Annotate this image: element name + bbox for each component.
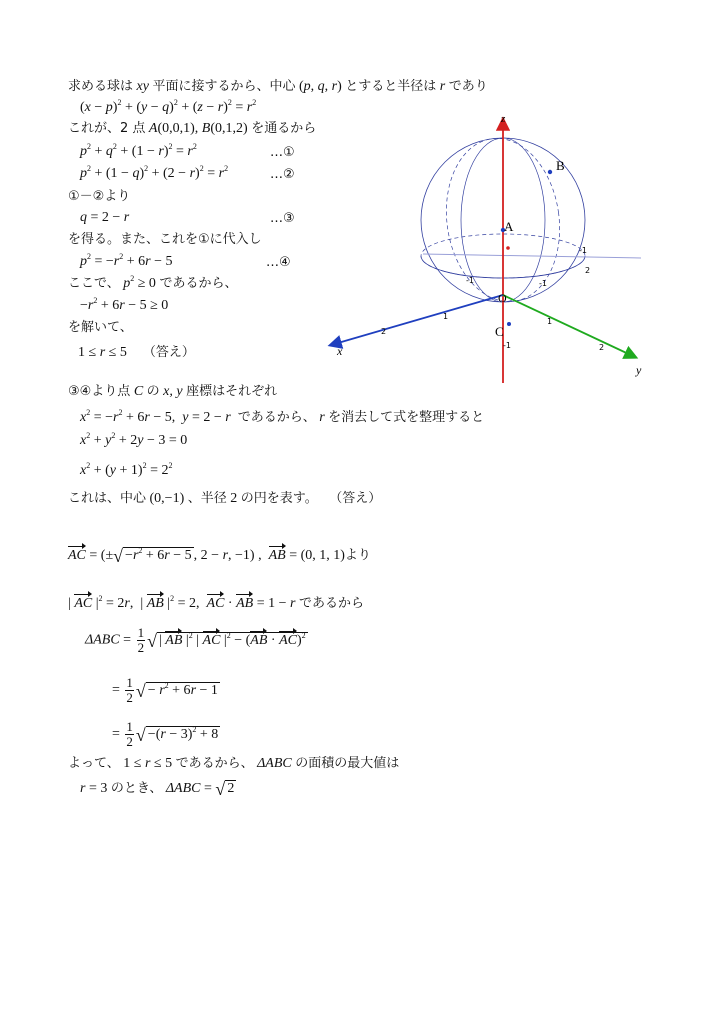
tick-x-1: 1	[443, 312, 449, 321]
point-c-label: C	[495, 324, 504, 339]
text-19b: より	[344, 548, 371, 563]
mark-1: …①	[270, 145, 295, 160]
point-c-dot	[507, 322, 511, 326]
text-1a: 求める球は	[68, 79, 134, 94]
tick-x-2: 2	[381, 327, 387, 336]
text-14a: ③④より点	[68, 384, 131, 399]
area-formula-3: = $\frac{1}{2}$ √ $-(r - 3)^2 + 8$	[112, 719, 219, 749]
text-3b: を通るから	[251, 121, 317, 136]
text-10b: であるから、	[159, 276, 238, 291]
point-b-dot	[548, 170, 552, 174]
text-26b: のとき、	[110, 781, 163, 796]
point-b-label: B	[556, 158, 565, 173]
equation-3: q = 2 − r	[80, 210, 130, 225]
line-10: ここで、 $p^2 \ge 0$ であるから、	[68, 274, 238, 291]
text-20b: であるから	[298, 596, 364, 611]
text-1d: であり	[448, 79, 488, 94]
mark-4: …④	[266, 255, 291, 270]
origin-label: O	[498, 291, 507, 305]
line-26: r = 3 のとき、 ΔABC = √ 2	[80, 778, 235, 799]
circle-equation-1: $x^2 + y^2 + 2y - 3 = 0$	[80, 431, 188, 448]
tick-neg-1: -1	[466, 276, 474, 285]
mark-2: …②	[270, 167, 295, 182]
tick-y-1: 1	[547, 317, 553, 326]
tick-2-right: 2	[585, 266, 591, 275]
y-axis	[503, 295, 635, 357]
center-dot	[506, 246, 510, 250]
x-axis-label: x	[337, 344, 343, 358]
y-axis-label: y	[636, 363, 642, 377]
text-18a: これは、中心	[68, 491, 147, 506]
text-15c: を消去して式を整理すると	[328, 410, 485, 425]
dot-product-line: | AC $|^2 = 2r$, | AB $|^2 = 2$, AC · AB = 1 − r であるから	[68, 594, 364, 611]
text-1c: とすると半径は	[345, 79, 437, 94]
text-25b: であるから、	[175, 756, 254, 771]
area-formula-2: = $\frac{1}{2}$ √ − $r^2 + 6r - 1$	[112, 675, 218, 705]
text-25a: よって、	[68, 756, 120, 771]
equation-2: $p^2 + (1 - q)^2 + (2 - r)^2 = r^2$	[80, 164, 229, 181]
equation-4: $p^2 = -r^2 + 6r - 5$	[80, 252, 173, 269]
vector-line: AC = (±√ $-r^2 + 6r - 5$ , 2 − r, −1) , AB = (0, 1, 1)より	[68, 545, 371, 566]
z-axis-label: z	[501, 113, 506, 125]
text-14b: の	[146, 384, 160, 399]
tick-neg-2: -1	[539, 279, 547, 288]
point-a-label: A	[504, 219, 514, 234]
range-result: 1 ≤ r ≤ 5 （答え）	[78, 345, 195, 360]
tick-neg-3: -1	[579, 246, 587, 255]
line-6: ①－②より	[68, 189, 131, 204]
line-18: これは、中心 (0,−1) 、半径 2 の円を表す。 （答え）	[68, 491, 382, 506]
inequality: $-r^2 + 6r - 5 \ge 0$	[80, 296, 169, 313]
tick-y-2: 2	[599, 343, 605, 352]
text-15b: であるから、	[237, 410, 316, 425]
area-formula-1: ΔABC = $\frac{1}{2}$ √ | AB $|^2$ | AC $|^2 - (AB \cdot AC)^2$	[85, 625, 306, 655]
sphere-figure	[323, 108, 663, 388]
x-axis	[331, 295, 503, 345]
answer-label-1: （答え）	[142, 345, 195, 360]
tick-z-neg: -1	[503, 341, 511, 350]
line-25: よって、 1 ≤ r ≤ 5 であるから、 ΔABC の面積の最大値は	[68, 756, 400, 771]
text-10a: ここで、	[68, 276, 120, 291]
text-25c: の面積の最大値は	[295, 756, 400, 771]
answer-label-2: （答え）	[335, 491, 382, 506]
line-15: $x^2 = -r^2 + 6r - 5$, y = 2 − r であるから、 r を消去して式を整理すると	[80, 408, 485, 425]
text-18b: 、半径	[187, 491, 227, 506]
line-8: を得る。また、これを①に代入し	[68, 232, 262, 247]
line-14: ③④より点 C の x, y 座標はそれぞれ	[68, 384, 278, 399]
mark-3: …③	[270, 211, 295, 226]
text-3: これが、2 点	[68, 121, 146, 136]
line-12: を解いて、	[68, 320, 133, 335]
equation-1: $p^2 + q^2 + (1 - r)^2 = r^2$	[80, 142, 197, 159]
text-1b: 平面に接するから、中心	[152, 79, 296, 94]
text-18c: の円を表す。	[240, 491, 318, 506]
circle-equation-2: $x^2 + (y + 1)^2 = 2^2$	[80, 461, 173, 478]
guide-line	[423, 254, 641, 258]
text-14c: 座標はそれぞれ	[186, 384, 278, 399]
line-3: これが、2 点 A(0,0,1), B(0,1,2) を通るから	[68, 121, 317, 136]
line-1: 求める球は xy 平面に接するから、中心 (p, q, r) とすると半径は r であり	[68, 79, 488, 94]
sphere-equation: $(x - p)^2 + (y - q)^2 + (z - r)^2 = r^2$	[80, 98, 257, 115]
